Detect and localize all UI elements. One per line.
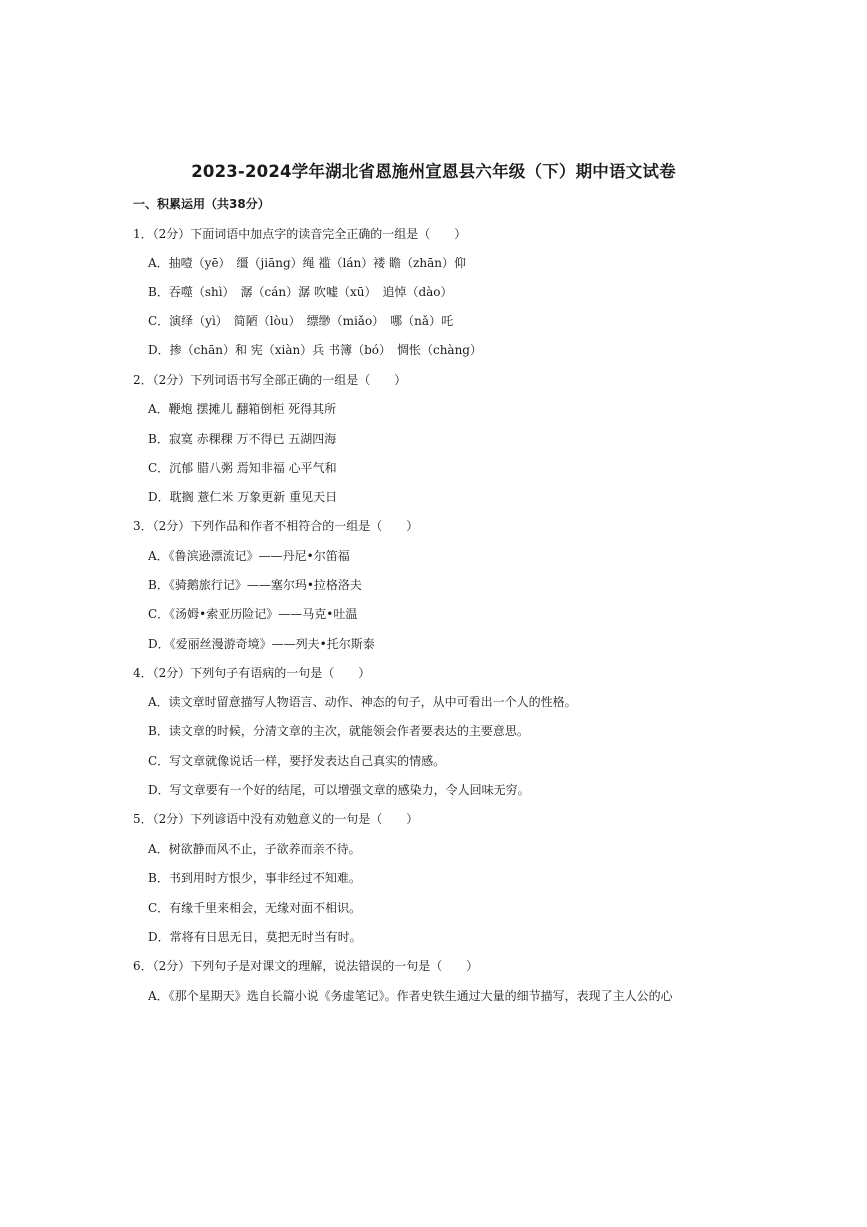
question-5: 5．（2分）下列谚语中没有劝勉意义的一句是（ ） xyxy=(133,812,419,826)
question-3-option-c: C．《汤姆•索亚历险记》——马克•吐温 xyxy=(148,607,358,621)
section-heading: 一、积累运用（共38分） xyxy=(133,197,270,211)
exam-title: 2023-2024学年湖北省恩施州宣恩县六年级（下）期中语文试卷 xyxy=(191,162,676,181)
question-2-option-c: C．沉郁 腊八粥 焉知非福 心平气和 xyxy=(148,461,337,475)
question-1-option-b: B．吞噬（shì） 潺（cán）潺 吹嘘（xū） 追悼（dào） xyxy=(148,285,453,299)
question-3: 3．（2分）下列作品和作者不相符合的一组是（ ） xyxy=(133,519,419,533)
question-2-option-b: B．寂寞 赤稞稞 万不得已 五湖四海 xyxy=(148,432,337,446)
question-2-option-a: A．鞭炮 摆摊儿 翻箱倒柜 死得其所 xyxy=(148,402,337,416)
question-2: 2．（2分）下列词语书写全部正确的一组是（ ） xyxy=(133,373,407,387)
question-3-option-d: D．《爱丽丝漫游奇境》——列夫•托尔斯泰 xyxy=(148,637,375,651)
question-5-option-c: C．有缘千里来相会，无缘对面不相识。 xyxy=(148,901,362,915)
question-4-option-b: B．读文章的时候，分清文章的主次，就能领会作者要表达的主要意思。 xyxy=(148,724,529,738)
question-1-option-d: D．掺（chān）和 宪（xiàn）兵 书簿（bó） 惆怅（chàng） xyxy=(148,343,482,357)
question-5-option-b: B．书到用时方恨少，事非经过不知难。 xyxy=(148,871,361,885)
question-5-option-a: A．树欲静而风不止，子欲养而亲不待。 xyxy=(148,842,361,856)
question-5-option-d: D．常将有日思无日，莫把无时当有时。 xyxy=(148,930,362,944)
question-4-option-c: C．写文章就像说话一样，要抒发表达自己真实的情感。 xyxy=(148,754,446,768)
question-3-option-b: B．《骑鹅旅行记》——塞尔玛•拉格洛夫 xyxy=(148,578,362,592)
question-1-option-c: C．演绎（yì） 简陋（lòu） 缥缈（miǎo） 哪（nǎ）吒 xyxy=(148,314,454,328)
question-4-option-a: A．读文章时留意描写人物语言、动作、神态的句子，从中可看出一个人的性格。 xyxy=(148,695,577,709)
question-1-option-a: A．抽噎（yē） 缰（jiāng）绳 褴（lán）褛 瞻（zhān）仰 xyxy=(148,256,466,270)
question-2-option-d: D．耽搁 薏仁米 万象更新 重见天日 xyxy=(148,490,338,504)
question-4-option-d: D．写文章要有一个好的结尾，可以增强文章的感染力，令人回味无穷。 xyxy=(148,783,530,797)
question-6: 6．（2分）下列句子是对课文的理解，说法错误的一句是（ ） xyxy=(133,959,479,973)
question-6-option-a: A．《那个星期天》选自长篇小说《务虚笔记》。作者史铁生通过大量的细节描写，表现了主人公的心 xyxy=(148,989,673,1003)
question-4: 4．（2分）下列句子有语病的一句是（ ） xyxy=(133,666,371,680)
question-1: 1．（2分）下面词语中加点字的读音完全正确的一组是（ ） xyxy=(133,227,467,241)
question-3-option-a: A．《鲁滨逊漂流记》——丹尼•尔笛福 xyxy=(148,549,350,563)
